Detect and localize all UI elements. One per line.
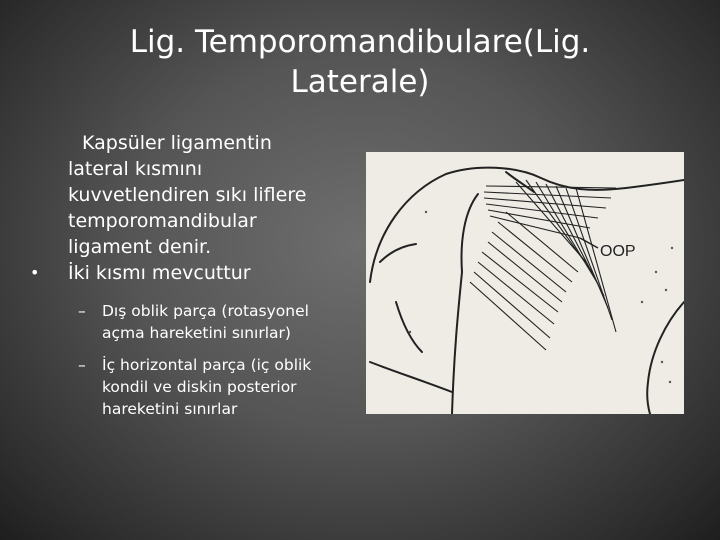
texture-dot [669, 381, 671, 383]
sub-item-line: Dış oblik parça (rotasyonel [102, 302, 309, 320]
ligament-fiber [486, 186, 616, 188]
ramus-posterior-border [452, 272, 462, 414]
texture-dot [409, 331, 411, 333]
texture-dot [671, 247, 673, 249]
sub-list [30, 300, 360, 420]
ligament-fiber [484, 192, 611, 198]
ligament-drawing [366, 152, 684, 414]
oop-label: OOP [600, 243, 636, 260]
oop-leader-line [580, 238, 598, 248]
paragraph-line: lateral kısmını [68, 158, 203, 180]
ligament-fiber [506, 212, 578, 272]
capsule-edge [506, 172, 534, 192]
sub-item [30, 354, 360, 420]
texture-dot [661, 361, 663, 363]
ligament-fiber [474, 272, 550, 338]
detail-line [380, 244, 416, 262]
slide-body [30, 130, 360, 430]
texture-dot [665, 289, 667, 291]
bullet-dot-icon: • [30, 263, 40, 282]
intro-paragraph [30, 130, 360, 260]
ligament-fiber [576, 188, 616, 332]
texture-dot [655, 271, 657, 273]
ligament-fiber [488, 242, 562, 302]
condyle-outline [462, 194, 478, 272]
texture-dot [425, 211, 427, 213]
ligament-fiber [470, 282, 546, 350]
ligament-fiber [478, 262, 554, 324]
sub-item-line: İç horizontal parça (iç oblik [102, 356, 312, 374]
ramus-anterior-border [647, 302, 684, 414]
sub-item-line: hareketini sınırlar [102, 400, 238, 418]
sub-item [30, 300, 360, 344]
paragraph-line: temporomandibular [68, 210, 257, 232]
paragraph-line: Kapsüler ligamentin [82, 132, 272, 154]
sub-item-line: açma hareketini sınırlar) [102, 324, 291, 342]
texture-dot [641, 301, 643, 303]
bullet-item [30, 260, 360, 286]
bullet-text: İki kısmı mevcuttur [68, 262, 251, 284]
paragraph-line: kuvvetlendiren sıkı liflere [68, 184, 307, 206]
sub-item-line: kondil ve diskin posterior [102, 378, 297, 396]
detail-line [396, 302, 422, 352]
title-line-2: Laterale) [290, 64, 430, 100]
title-line-1: Lig. Temporomandibulare(Lig. [129, 24, 591, 60]
paragraph-line: ligament denir. [68, 236, 212, 258]
dash-marker: – [78, 356, 86, 374]
slide-title [60, 22, 660, 102]
dash-marker: – [78, 302, 86, 320]
mandible-curve [370, 362, 452, 392]
ligament-illustration [366, 152, 684, 414]
